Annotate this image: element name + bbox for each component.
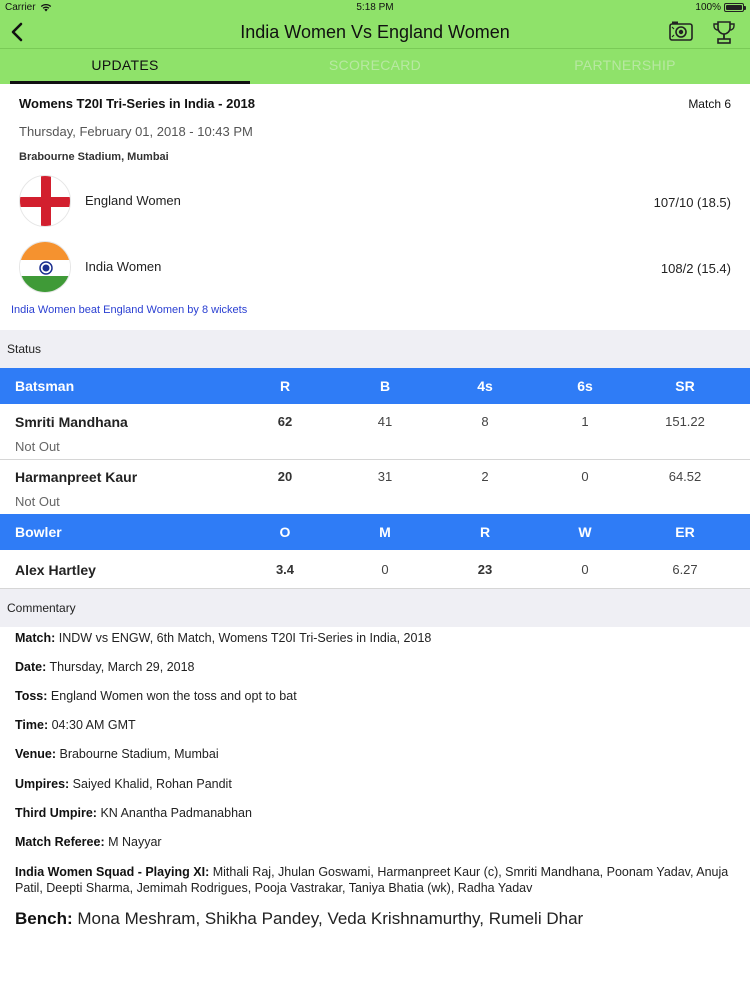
- table-row[interactable]: [0, 460, 750, 514]
- team-score: 108/2 (15.4): [660, 261, 731, 276]
- commentary-referee: [15, 834, 740, 850]
- batsman-balls: 41: [377, 414, 393, 429]
- commentary-label: Time:: [15, 718, 49, 732]
- commentary-venue: [15, 746, 740, 762]
- team-row-india: [19, 241, 731, 295]
- commentary-date: [15, 659, 740, 675]
- commentary-label: Third Umpire:: [15, 806, 97, 820]
- trophy-icon[interactable]: [712, 19, 736, 45]
- batsman-balls: 31: [377, 469, 393, 484]
- tab-bar: [0, 48, 750, 84]
- commentary-label: Toss:: [15, 689, 48, 703]
- col-balls: B: [379, 378, 391, 394]
- batsman-status: Not Out: [15, 494, 60, 509]
- commentary-value: Thursday, March 29, 2018: [49, 660, 195, 674]
- commentary-label: Umpires:: [15, 777, 70, 791]
- col-bowler: Bowler: [15, 524, 62, 540]
- batsman-runs: 20: [277, 469, 293, 484]
- bowler-wickets: 0: [581, 562, 589, 577]
- match-info-card: [0, 84, 750, 330]
- col-wickets: W: [578, 524, 592, 540]
- battery-icon: [724, 3, 744, 12]
- batsman-fours: 2: [481, 469, 489, 484]
- commentary-label: Match Referee:: [15, 835, 105, 849]
- team-row-england: [19, 175, 731, 229]
- england-flag-icon: [19, 175, 71, 227]
- batting-table-header: [0, 368, 750, 404]
- bowling-table-header: [0, 514, 750, 550]
- battery-percent: 100%: [695, 2, 721, 13]
- team-name: England Women: [85, 193, 181, 208]
- commentary-toss: [15, 688, 740, 704]
- match-datetime: Thursday, February 01, 2018 - 10:43 PM: [19, 124, 253, 139]
- team-score: 107/10 (18.5): [653, 195, 731, 210]
- col-fours: 4s: [477, 378, 493, 394]
- team-name: India Women: [85, 259, 162, 274]
- commentary-bench: [15, 908, 740, 930]
- col-runs-conceded: R: [479, 524, 491, 540]
- commentary-third-umpire: [15, 805, 740, 821]
- commentary-section-header: Commentary: [0, 589, 750, 627]
- series-title: Womens T20I Tri-Series in India - 2018: [19, 96, 256, 111]
- tab-updates[interactable]: UPDATES: [0, 49, 250, 84]
- commentary-value: Saiyed Khalid, Rohan Pandit: [72, 777, 232, 791]
- status-bar: [0, 0, 750, 16]
- commentary-label: Bench:: [15, 909, 73, 928]
- bowler-overs: 3.4: [275, 562, 295, 577]
- commentary-umpires: [15, 776, 740, 792]
- match-number: Match 6: [688, 97, 731, 111]
- batsman-sixes: 1: [581, 414, 589, 429]
- battery-group: [695, 2, 744, 13]
- match-venue: Brabourne Stadium, Mumbai: [19, 151, 169, 163]
- commentary-match: [15, 630, 740, 646]
- batsman-sixes: 0: [581, 469, 589, 484]
- commentary-value: INDW vs ENGW, 6th Match, Womens T20I Tri-Series in India, 2018: [58, 631, 432, 645]
- india-flag-icon: [19, 241, 71, 293]
- bowler-economy: 6.27: [672, 562, 698, 577]
- tab-partnership[interactable]: PARTNERSHIP: [574, 57, 676, 73]
- commentary-label: Date:: [15, 660, 47, 674]
- commentary-value: Brabourne Stadium, Mumbai: [59, 747, 219, 761]
- commentary-value: Mona Meshram, Shikha Pandey, Veda Krishnamurthy, Rumeli Dhar: [77, 909, 584, 928]
- col-economy: ER: [675, 524, 695, 540]
- col-sixes: 6s: [577, 378, 593, 394]
- match-result: India Women beat England Women by 8 wickets: [11, 304, 248, 316]
- batsman-strike-rate: 64.52: [668, 469, 702, 484]
- commentary-value: KN Anantha Padmanabhan: [100, 806, 252, 820]
- batsman-name: Smriti Mandhana: [15, 414, 128, 430]
- tab-scorecard[interactable]: SCORECARD: [328, 57, 422, 73]
- commentary-value: Mithali Raj, Jhulan Goswami, Harmanpreet Kaur (c), Smriti Mandhana, Poonam Yadav, Anuja Patil, Deepti Sharma, Jemimah Rodrigues, Pooja Vastrakar, Taniya Bhatia (wk), Radha Yadav: [15, 865, 729, 895]
- commentary-label: Match:: [15, 631, 56, 645]
- page-title: India Women Vs England Women: [240, 22, 510, 42]
- batsman-name: Harmanpreet Kaur: [15, 469, 138, 485]
- commentary-squad: [15, 864, 740, 896]
- col-strike-rate: SR: [675, 378, 695, 394]
- batsman-runs: 62: [277, 414, 293, 429]
- commentary-value: M Nayyar: [108, 835, 162, 849]
- commentary-label: Venue:: [15, 747, 56, 761]
- batsman-fours: 8: [481, 414, 489, 429]
- commentary-value: 04:30 AM GMT: [51, 718, 136, 732]
- batsman-strike-rate: 151.22: [665, 414, 705, 429]
- clock: 5:18 PM: [356, 2, 394, 13]
- status-section-header: Status: [0, 330, 750, 368]
- commentary-label: India Women Squad - Playing XI:: [15, 865, 210, 879]
- commentary-value: England Women won the toss and opt to bat: [50, 689, 297, 703]
- camera-icon[interactable]: [668, 19, 694, 45]
- bowler-maidens: 0: [381, 562, 389, 577]
- col-runs: R: [279, 378, 291, 394]
- table-row[interactable]: [0, 550, 750, 588]
- bowler-runs: 23: [477, 562, 493, 577]
- nav-bar: [0, 16, 750, 48]
- bowler-name: Alex Hartley: [15, 562, 96, 578]
- col-batsman: Batsman: [15, 378, 75, 394]
- carrier-label: Carrier: [5, 2, 36, 13]
- col-overs: O: [279, 524, 291, 540]
- table-row[interactable]: [0, 404, 750, 459]
- commentary-time: [15, 717, 740, 733]
- batsman-status: Not Out: [15, 439, 60, 454]
- col-maidens: M: [379, 524, 391, 540]
